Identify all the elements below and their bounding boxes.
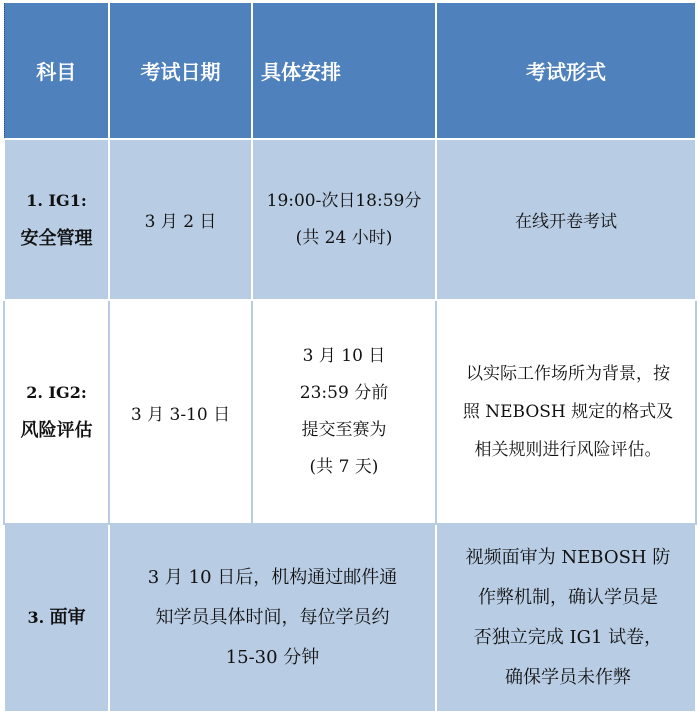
arrangement-cell [252,300,436,524]
arrangement-line: 19:00-次日18:59分 [266,190,422,211]
table-row [4,139,696,300]
subject-number: 2. IG2: [26,383,87,402]
arrangement-line: 知学员具体时间，每位学员约 [155,607,390,628]
format-line: 视频面审为 NEBOSH 防 [465,547,671,568]
subject-cell [4,524,109,712]
table-row [4,300,696,524]
format-line: 确保学员未作弊 [505,667,631,688]
format-line: 相关规则进行风险评估。 [474,440,662,460]
subject-cell [4,300,109,524]
date-arrangement-cell [109,524,436,712]
subject-name: 面审 [49,607,86,628]
arrangement-line: 提交至赛为 [301,420,387,440]
arrangement-line: 3 月 10 日后，机构通过邮件通 [147,567,398,588]
format-line: 否独立完成 IG1 试卷， [473,627,663,648]
header-arrangement: 具体安排 [252,2,436,139]
exam-format-cell: 在线开卷考试 [436,139,696,300]
header-row [4,2,696,139]
exam-schedule-table [3,1,697,713]
header-exam-format: 考试形式 [436,2,696,139]
arrangement-line: 15-30 分钟 [225,647,320,668]
exam-format-cell [436,524,696,712]
subject-name: 安全管理 [20,227,93,249]
subject-cell [4,139,109,300]
header-exam-date: 考试日期 [109,2,252,139]
arrangement-line: (共 24 小时) [295,227,393,248]
format-line: 以实际工作场所为背景，按 [466,364,670,384]
format-line: 照 NEBOSH 规定的格式及 [462,402,674,422]
exam-date-cell: 3 月 2 日 [109,139,252,300]
table-row [4,524,696,712]
subject-name: 风险评估 [20,420,93,441]
arrangement-line: (共 7 天) [309,457,379,477]
arrangement-line: 3 月 10 日 [302,346,386,366]
header-subject: 科目 [4,2,109,139]
arrangement-line: 23:59 分前 [299,383,389,403]
subject-number: 1. IG1: [26,190,87,210]
exam-date-cell: 3 月 3-10 日 [109,300,252,524]
subject-number: 3. [27,608,45,627]
format-line: 作弊机制，确认学员是 [478,587,658,608]
exam-format-cell [436,300,696,524]
arrangement-cell [252,139,436,300]
